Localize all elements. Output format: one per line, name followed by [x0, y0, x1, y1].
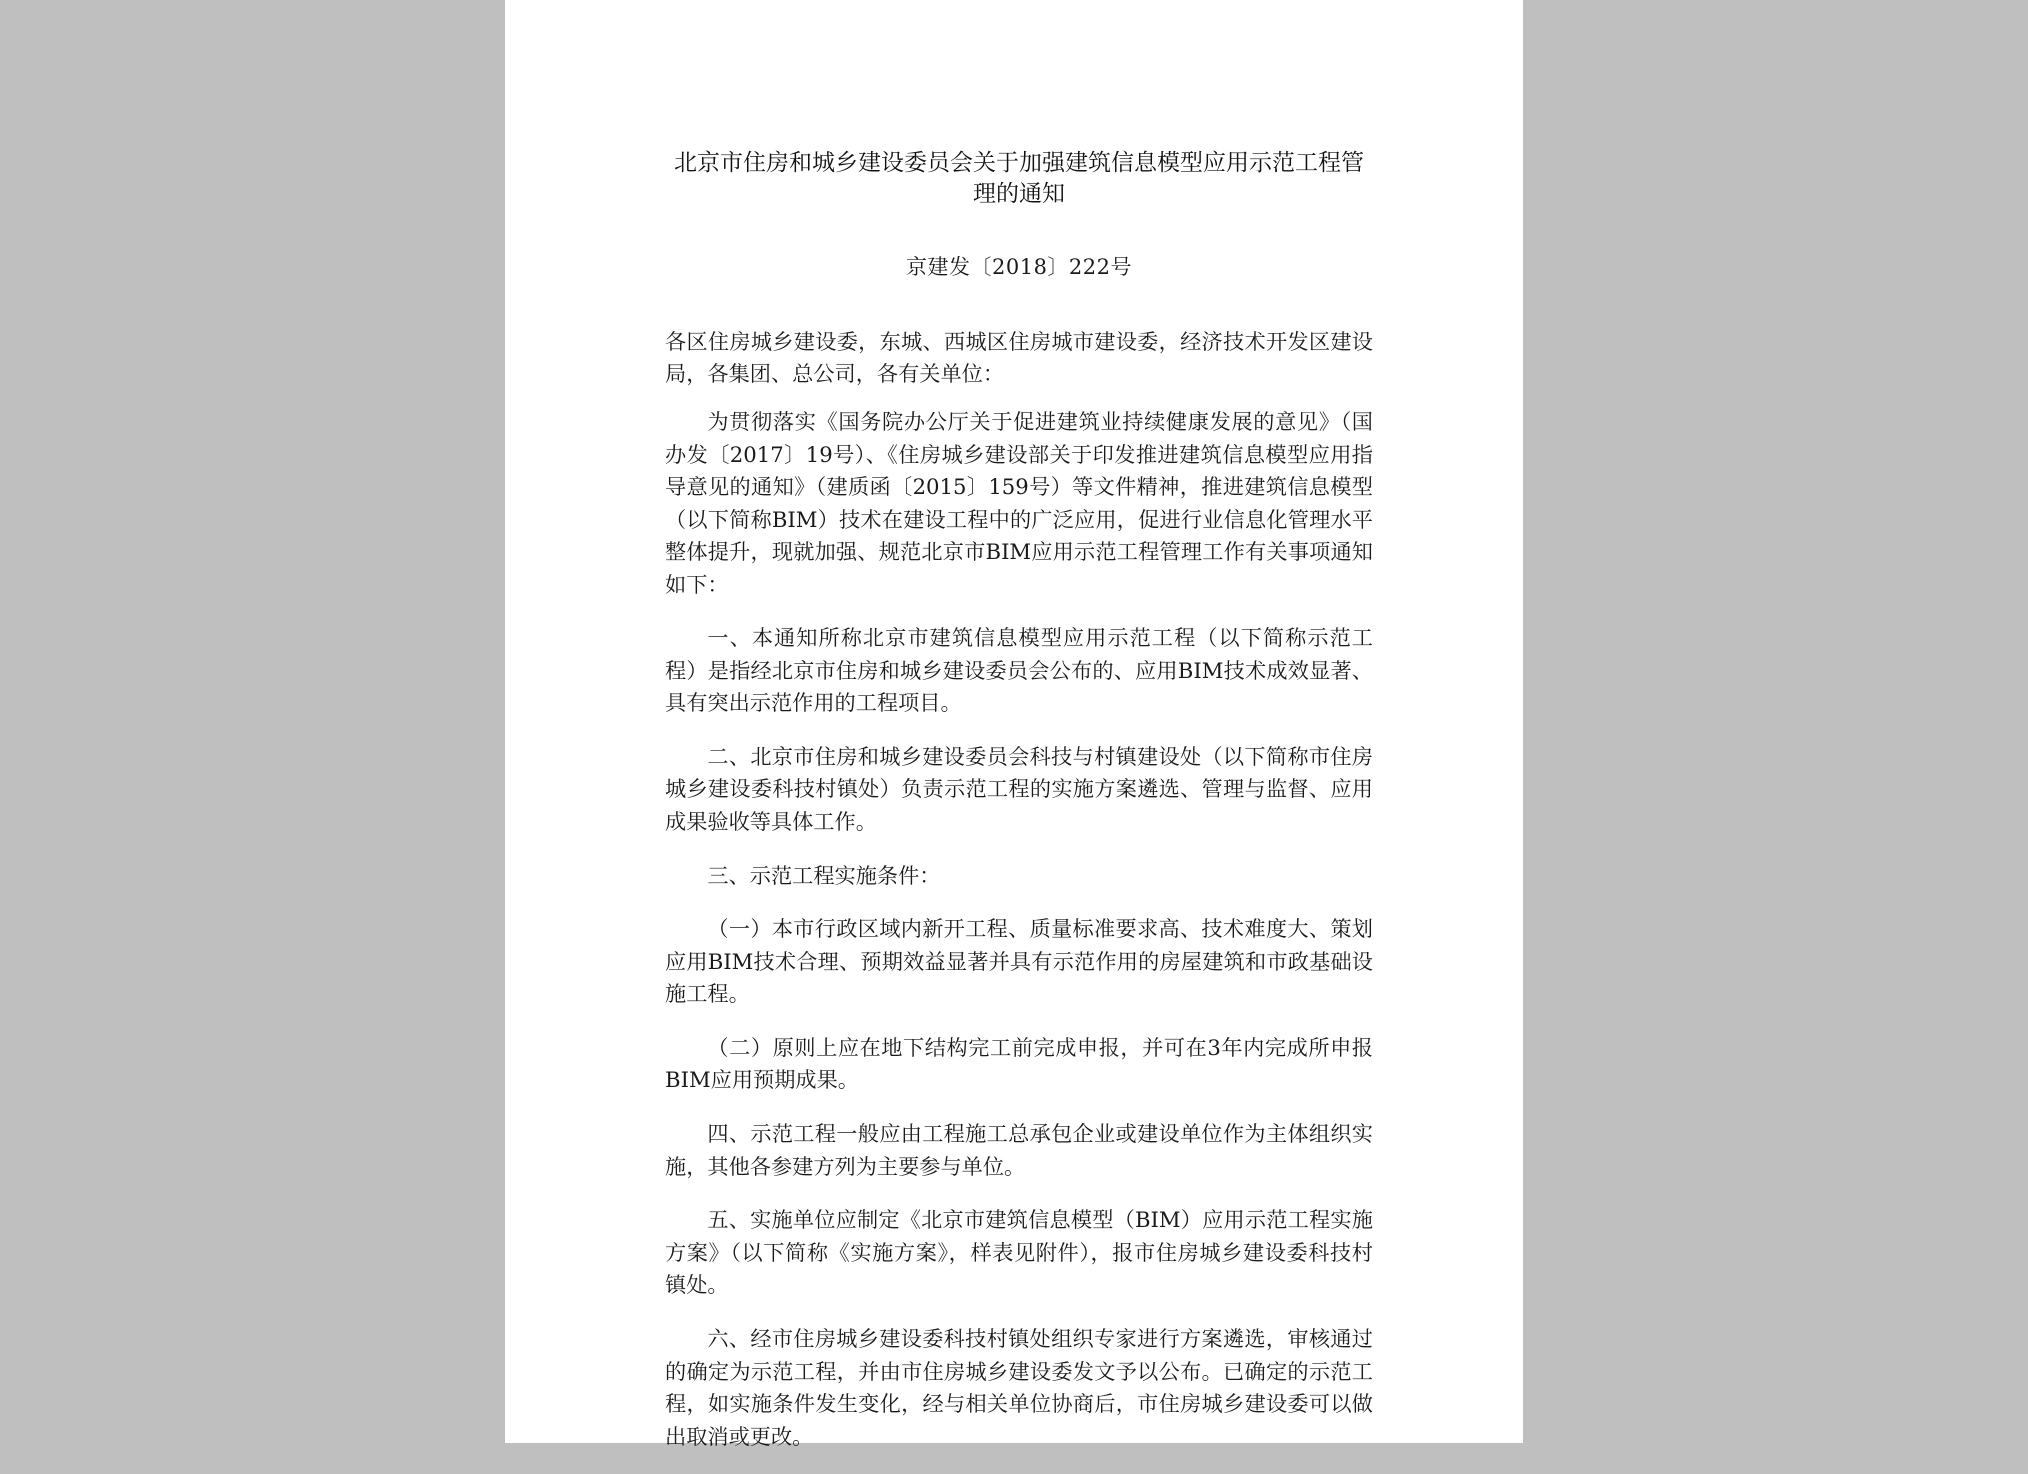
document-page [505, 0, 1523, 1449]
paragraph-item-3-2: （二）原则上应在地下结构完工前完成申报，并可在3年内完成所申报BIM应用预期成果。 [665, 1034, 1373, 1093]
document-body [665, 148, 1373, 1474]
document-title: 北京市住房和城乡建设委员会关于加强建筑信息模型应用示范工程管理的通知 [674, 150, 1364, 207]
paragraph-item-2: 二、北京市住房和城乡建设委员会科技与村镇建设处（以下简称市住房城乡建设委科技村镇处）负责示范工程的实施方案遴选、管理与监督、应用成果验收等具体工作。 [665, 743, 1373, 834]
paragraph-item-6: 六、经市住房城乡建设委科技村镇处组织专家进行方案遴选，审核通过的确定为示范工程，并由市住房城乡建设委发文予以公布。已确定的示范工程，如实施条件发生变化，经与相关单位协商后，市住房城乡建设委可以做出取消或更改。 [665, 1326, 1373, 1449]
document-number: 京建发〔2018〕222号 [905, 255, 1133, 279]
paragraph-item-4: 四、示范工程一般应由工程施工总承包企业或建设单位作为主体组织实施，其他各参建方列为主要参与单位。 [665, 1121, 1373, 1179]
addressee: 各区住房城乡建设委，东城、西城区住房城市建设委，经济技术开发区建设局，各集团、总公司，各有关单位： [665, 329, 1373, 386]
paragraph-item-5: 五、实施单位应制定《北京市建筑信息模型（BIM）应用示范工程实施方案》（以下简称《实施方案》，样表见附件），报市住房城乡建设委科技村镇处。 [665, 1207, 1373, 1298]
paragraph-item-1: 一、本通知所称北京市建筑信息模型应用示范工程（以下简称示范工程）是指经北京市住房和城乡建设委员会公布的、应用BIM技术成效显著、具有突出示范作用的工程项目。 [665, 625, 1373, 716]
paragraph-item-3-1: （一）本市行政区域内新开工程、质量标准要求高、技术难度大、策划应用BIM技术合理、预期效益显著并具有示范作用的房屋建筑和市政基础设施工程。 [665, 916, 1373, 1007]
paragraph-item-3: 三、示范工程实施条件： [707, 862, 941, 888]
paragraph-intro: 为贯彻落实《国务院办公厅关于促进建筑业持续健康发展的意见》（国办发〔2017〕19号）、《住房城乡建设部关于印发推进建筑信息模型应用指导意见的通知》（建质函〔2015〕159号）等文件精神，推进建筑信息模型（以下简称BIM）技术在建设工程中的广泛应用，促进行业信息化管理水平整体提升，现就加强、规范北京市BIM应用示范工程管理工作有关事项通知如下： [665, 409, 1373, 597]
